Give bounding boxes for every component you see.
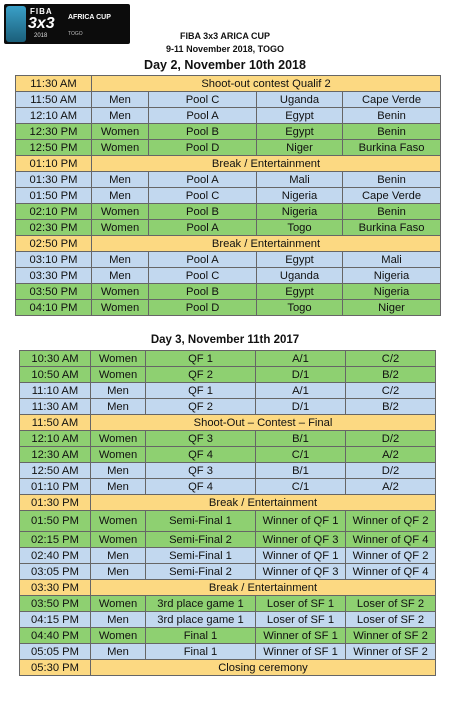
team2-cell: B/2: [346, 367, 436, 383]
team1-cell: D/1: [256, 367, 346, 383]
schedule-match-row: [16, 188, 441, 204]
time-cell: 11:50 AM: [20, 415, 91, 431]
time-cell: 10:50 AM: [20, 367, 91, 383]
team1-cell: Winner of QF 1: [256, 548, 346, 564]
pool-cell: Semi-Final 1: [146, 511, 256, 532]
team1-cell: D/1: [256, 399, 346, 415]
logo-3x3-text: 3x3: [28, 15, 55, 32]
time-cell: 12:50 AM: [20, 463, 91, 479]
pool-cell: Pool B: [149, 204, 257, 220]
team1-cell: Egypt: [257, 108, 343, 124]
schedule-event-row: [20, 660, 436, 676]
gender-cell: Men: [92, 92, 149, 108]
gender-cell: Women: [91, 367, 146, 383]
team1-cell: Nigeria: [257, 188, 343, 204]
team1-cell: Egypt: [257, 124, 343, 140]
schedule-match-row: [16, 252, 441, 268]
time-cell: 03:30 PM: [20, 580, 91, 596]
team2-cell: D/2: [346, 431, 436, 447]
gender-cell: Men: [91, 463, 146, 479]
gender-cell: Women: [91, 532, 146, 548]
pool-cell: Pool A: [149, 220, 257, 236]
pool-cell: QF 3: [146, 431, 256, 447]
team2-cell: Burkina Faso: [343, 140, 441, 156]
logo-fiba-text: FIBA: [30, 7, 53, 16]
time-cell: 03:10 PM: [16, 252, 92, 268]
team2-cell: Benin: [343, 172, 441, 188]
team2-cell: Nigeria: [343, 268, 441, 284]
pool-cell: Pool A: [149, 172, 257, 188]
time-cell: 11:10 AM: [20, 383, 91, 399]
time-cell: 01:30 PM: [16, 172, 92, 188]
day2-heading: Day 2, November 10th 2018: [144, 58, 306, 72]
schedule-event-row: [16, 236, 441, 252]
time-cell: 01:10 PM: [16, 156, 92, 172]
schedule-match-row: [20, 383, 436, 399]
pool-cell: QF 2: [146, 367, 256, 383]
gender-cell: Women: [92, 300, 149, 316]
schedule-match-row: [16, 92, 441, 108]
schedule-match-row: [20, 447, 436, 463]
team2-cell: Cape Verde: [343, 92, 441, 108]
time-cell: 12:10 AM: [16, 108, 92, 124]
gender-cell: Women: [92, 140, 149, 156]
team2-cell: Mali: [343, 252, 441, 268]
gender-cell: Women: [91, 628, 146, 644]
gender-cell: Women: [91, 447, 146, 463]
day3-schedule-table: [19, 350, 436, 676]
team1-cell: A/1: [256, 351, 346, 367]
time-cell: 12:10 AM: [20, 431, 91, 447]
gender-cell: Men: [91, 564, 146, 580]
team2-cell: Loser of SF 2: [346, 596, 436, 612]
logo-cup-sub: TOGO: [68, 31, 83, 37]
event-cell: Break / Entertainment: [92, 236, 441, 252]
pool-cell: QF 4: [146, 479, 256, 495]
time-cell: 12:30 PM: [16, 124, 92, 140]
time-cell: 11:30 AM: [20, 399, 91, 415]
team2-cell: D/2: [346, 463, 436, 479]
event-cell: Break / Entertainment: [92, 156, 441, 172]
gender-cell: Men: [91, 612, 146, 628]
schedule-match-row: [20, 367, 436, 383]
team2-cell: Winner of QF 2: [346, 511, 436, 532]
pool-cell: Pool C: [149, 92, 257, 108]
event-cell: Closing ceremony: [91, 660, 436, 676]
time-cell: 04:40 PM: [20, 628, 91, 644]
team1-cell: Togo: [257, 300, 343, 316]
team1-cell: Mali: [257, 172, 343, 188]
time-cell: 12:50 PM: [16, 140, 92, 156]
schedule-match-row: [16, 204, 441, 220]
schedule-match-row: [16, 268, 441, 284]
team2-cell: Benin: [343, 108, 441, 124]
team2-cell: C/2: [346, 351, 436, 367]
pool-cell: Pool A: [149, 252, 257, 268]
team1-cell: C/1: [256, 447, 346, 463]
team2-cell: Benin: [343, 204, 441, 220]
team1-cell: A/1: [256, 383, 346, 399]
pool-cell: Pool D: [149, 300, 257, 316]
time-cell: 11:50 AM: [16, 92, 92, 108]
time-cell: 02:30 PM: [16, 220, 92, 236]
schedule-event-row: [16, 76, 441, 92]
gender-cell: Women: [92, 204, 149, 220]
schedule-match-row: [20, 628, 436, 644]
schedule-match-row: [20, 479, 436, 495]
event-cell: Break / Entertainment: [91, 580, 436, 596]
team1-cell: Winner of QF 3: [256, 532, 346, 548]
pool-cell: Final 1: [146, 628, 256, 644]
pool-cell: Final 1: [146, 644, 256, 660]
pool-cell: QF 4: [146, 447, 256, 463]
team2-cell: Winner of QF 4: [346, 532, 436, 548]
team1-cell: Egypt: [257, 252, 343, 268]
team1-cell: B/1: [256, 431, 346, 447]
team2-cell: Benin: [343, 124, 441, 140]
schedule-match-row: [16, 108, 441, 124]
gender-cell: Men: [91, 479, 146, 495]
day2-schedule-table: [15, 75, 441, 316]
schedule-match-row: [20, 399, 436, 415]
gender-cell: Men: [92, 108, 149, 124]
schedule-event-row: [16, 156, 441, 172]
team1-cell: Uganda: [257, 92, 343, 108]
pool-cell: Pool D: [149, 140, 257, 156]
gender-cell: Women: [92, 284, 149, 300]
schedule-match-row: [20, 351, 436, 367]
gender-cell: Men: [92, 268, 149, 284]
time-cell: 02:40 PM: [20, 548, 91, 564]
pool-cell: QF 2: [146, 399, 256, 415]
pool-cell: QF 1: [146, 383, 256, 399]
gender-cell: Men: [91, 383, 146, 399]
team1-cell: B/1: [256, 463, 346, 479]
time-cell: 01:50 PM: [20, 511, 91, 532]
event-title: FIBA 3x3 ARICA CUP: [179, 31, 270, 41]
event-cell: Shoot-out contest Qualif 2: [92, 76, 441, 92]
event-cell: Break / Entertainment: [91, 495, 436, 511]
time-cell: 02:15 PM: [20, 532, 91, 548]
schedule-match-row: [20, 463, 436, 479]
pool-cell: Semi-Final 2: [146, 564, 256, 580]
team1-cell: Loser of SF 1: [256, 596, 346, 612]
gender-cell: Men: [91, 644, 146, 660]
pool-cell: Semi-Final 2: [146, 532, 256, 548]
time-cell: 11:30 AM: [16, 76, 92, 92]
schedule-match-row: [20, 431, 436, 447]
event-cell: Shoot-Out – Contest – Final: [91, 415, 436, 431]
pool-cell: 3rd place game 1: [146, 596, 256, 612]
pool-cell: 3rd place game 1: [146, 612, 256, 628]
schedule-event-row: [20, 495, 436, 511]
gender-cell: Women: [91, 431, 146, 447]
team1-cell: Winner of QF 3: [256, 564, 346, 580]
team2-cell: Niger: [343, 300, 441, 316]
pool-cell: Semi-Final 1: [146, 548, 256, 564]
schedule-match-row: [16, 172, 441, 188]
team2-cell: A/2: [346, 479, 436, 495]
time-cell: 04:15 PM: [20, 612, 91, 628]
pool-cell: Pool C: [149, 268, 257, 284]
time-cell: 01:50 PM: [16, 188, 92, 204]
gender-cell: Women: [92, 220, 149, 236]
team1-cell: Egypt: [257, 284, 343, 300]
time-cell: 05:05 PM: [20, 644, 91, 660]
team2-cell: C/2: [346, 383, 436, 399]
time-cell: 02:50 PM: [16, 236, 92, 252]
time-cell: 10:30 AM: [20, 351, 91, 367]
schedule-match-row: [20, 564, 436, 580]
schedule-event-row: [20, 415, 436, 431]
schedule-match-row: [20, 548, 436, 564]
gender-cell: Women: [91, 511, 146, 532]
team1-cell: Winner of QF 1: [256, 511, 346, 532]
team1-cell: Niger: [257, 140, 343, 156]
schedule-match-row: [20, 644, 436, 660]
pool-cell: Pool B: [149, 284, 257, 300]
team2-cell: Winner of QF 2: [346, 548, 436, 564]
team1-cell: Uganda: [257, 268, 343, 284]
time-cell: 03:05 PM: [20, 564, 91, 580]
gender-cell: Women: [91, 351, 146, 367]
pool-cell: QF 1: [146, 351, 256, 367]
team2-cell: Winner of SF 2: [346, 644, 436, 660]
gender-cell: Women: [92, 124, 149, 140]
team2-cell: Loser of SF 2: [346, 612, 436, 628]
time-cell: 03:50 PM: [16, 284, 92, 300]
schedule-match-row: [20, 532, 436, 548]
schedule-match-row: [16, 124, 441, 140]
pool-cell: QF 3: [146, 463, 256, 479]
team1-cell: Winner of SF 1: [256, 628, 346, 644]
team2-cell: A/2: [346, 447, 436, 463]
team1-cell: Loser of SF 1: [256, 612, 346, 628]
pool-cell: Pool A: [149, 108, 257, 124]
pool-cell: Pool C: [149, 188, 257, 204]
schedule-match-row: [20, 511, 436, 532]
schedule-match-row: [16, 140, 441, 156]
gender-cell: Men: [92, 252, 149, 268]
time-cell: 03:30 PM: [16, 268, 92, 284]
event-dates: 9-11 November 2018, TOGO: [166, 44, 284, 54]
gender-cell: Men: [91, 548, 146, 564]
day3-heading: Day 3, November 11th 2017: [150, 334, 300, 346]
gender-cell: Women: [91, 596, 146, 612]
schedule-match-row: [16, 220, 441, 236]
team2-cell: B/2: [346, 399, 436, 415]
team2-cell: Burkina Faso: [343, 220, 441, 236]
team2-cell: Cape Verde: [343, 188, 441, 204]
team1-cell: Nigeria: [257, 204, 343, 220]
team2-cell: Nigeria: [343, 284, 441, 300]
team1-cell: Winner of SF 1: [256, 644, 346, 660]
team1-cell: Togo: [257, 220, 343, 236]
schedule-event-row: [20, 580, 436, 596]
schedule-match-row: [16, 300, 441, 316]
schedule-match-row: [20, 612, 436, 628]
team2-cell: Winner of SF 2: [346, 628, 436, 644]
time-cell: 05:30 PM: [20, 660, 91, 676]
gender-cell: Men: [92, 188, 149, 204]
time-cell: 01:30 PM: [20, 495, 91, 511]
gender-cell: Men: [92, 172, 149, 188]
time-cell: 04:10 PM: [16, 300, 92, 316]
team2-cell: Winner of QF 4: [346, 564, 436, 580]
time-cell: 01:10 PM: [20, 479, 91, 495]
team1-cell: C/1: [256, 479, 346, 495]
time-cell: 03:50 PM: [20, 596, 91, 612]
schedule-match-row: [16, 284, 441, 300]
logo-cup-text: AFRICA CUP: [68, 14, 111, 21]
time-cell: 02:10 PM: [16, 204, 92, 220]
schedule-match-row: [20, 596, 436, 612]
time-cell: 12:30 AM: [20, 447, 91, 463]
pool-cell: Pool B: [149, 124, 257, 140]
gender-cell: Men: [91, 399, 146, 415]
logo-year: 2018: [34, 33, 48, 39]
